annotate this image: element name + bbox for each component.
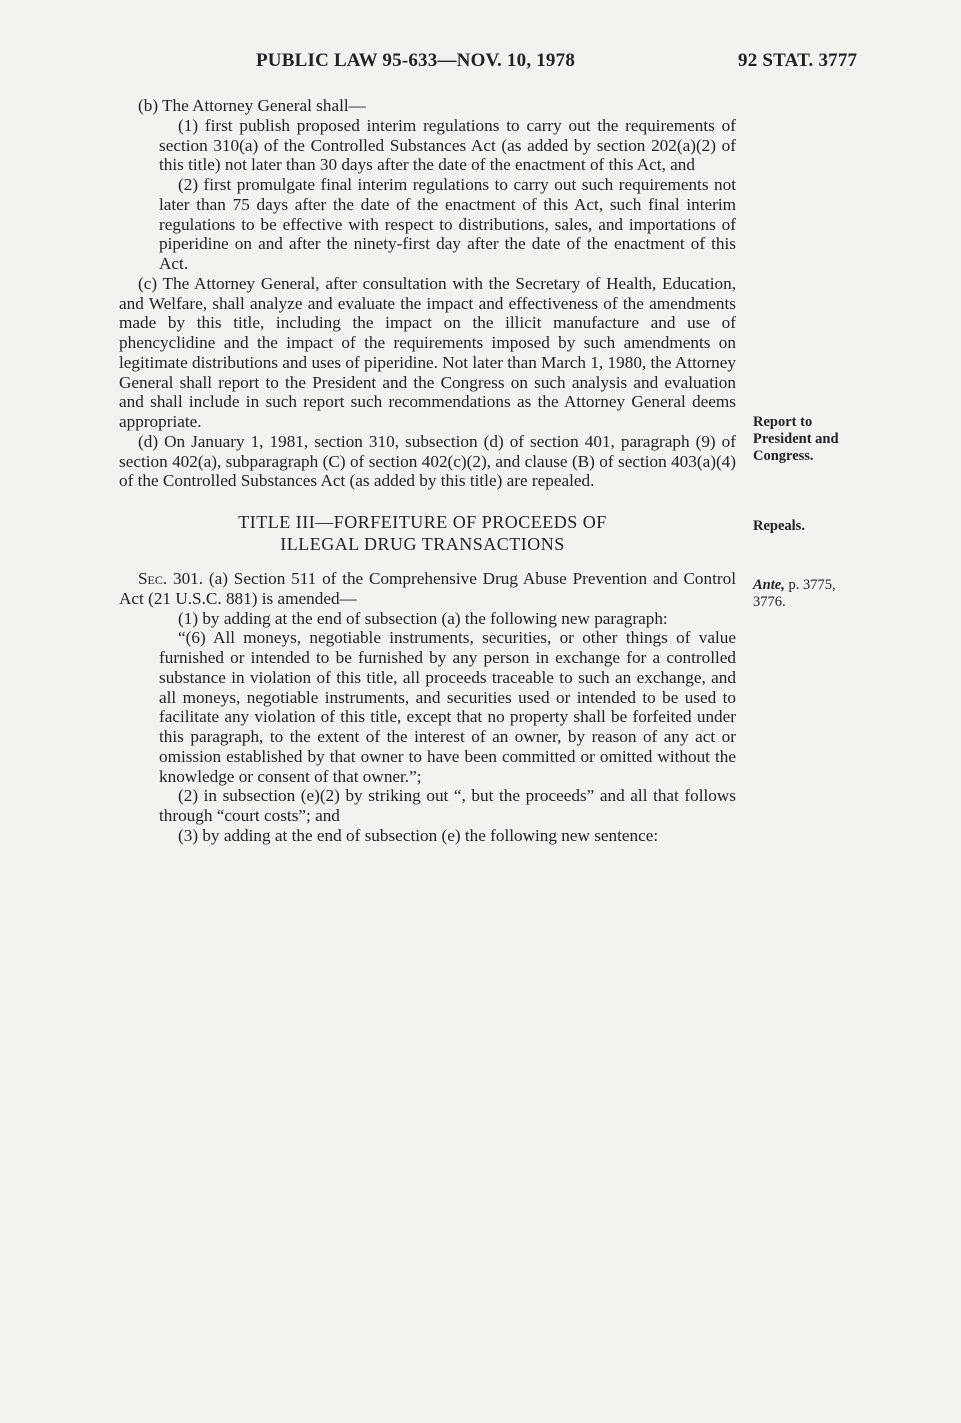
margin-note-report-line-1: Report to	[753, 414, 813, 430]
margin-note-report-line-3: Congress.	[753, 448, 814, 464]
margin-note-report	[753, 414, 839, 465]
law-title: PUBLIC LAW 95-633—NOV. 10, 1978	[256, 50, 576, 71]
section-label: Sec. 301.	[138, 569, 204, 588]
section-301-item-2: (2) in subsection (e)(2) by striking out “, but the proceeds” and all that follows through “court costs”; and	[159, 786, 736, 825]
margin-note-ante-ref: p. 3775,	[784, 577, 836, 593]
margin-note-ante	[753, 577, 836, 611]
section-301-intro	[119, 569, 736, 609]
running-head	[0, 50, 961, 76]
margin-note-ante-ref-2: 3776.	[753, 594, 786, 610]
title-heading-line-2: ILLEGAL DRUG TRANSACTIONS	[280, 534, 565, 554]
section-301-intro-text: (a) Section 511 of the Comprehensive Drug Abuse Prevention and Control Act (21 U.S.C. 881) is amended—	[119, 569, 736, 608]
body-text	[119, 96, 736, 846]
paragraph-b1: (1) first publish proposed interim regulations to carry out the requirements of section 310(a) of the Controlled Substances Act (as added by section 202(a)(2) of this title) not later than 30 days after the date of the enactment of this Act, and	[159, 115, 736, 175]
paragraph-d: (d) On January 1, 1981, section 310, subsection (d) of section 401, paragraph (9) of section 402(a), subparagraph (C) of section 402(c)(2), and clause (B) of section 403(a)(4) of the Controlled Substances Act (as added by this title) are repealed.	[119, 431, 736, 491]
section-301-quoted-paragraph: “(6) All moneys, negotiable instruments, securities, or other things of value furnished or intended to be furnished by any person in exchange for a controlled substance in violation of this title, all proceeds traceable to such an exchange, and all moneys, negotiable instruments, and securities used or intended to be used to facilitate any violation of this title, except that no property shall be forfeited under this paragraph, to the extent of the interest of an owner, by reason of any act or omission established by that owner to have been committed or omitted without the knowledge or consent of that owner.”;	[159, 628, 736, 786]
title-heading	[119, 511, 736, 555]
title-heading-line-1: TITLE III—FORFEITURE OF PROCEEDS OF	[238, 512, 607, 532]
margin-note-repeals	[753, 518, 805, 535]
paragraph-b-intro: (b) The Attorney General shall—	[138, 96, 366, 115]
margin-note-ante-label: Ante,	[753, 577, 785, 593]
section-301-item-3: (3) by adding at the end of subsection (e) the following new sentence:	[178, 825, 659, 845]
statute-page-number: 92 STAT. 3777	[738, 50, 858, 71]
section-301-item-1: (1) by adding at the end of subsection (a) the following new paragraph:	[178, 608, 668, 628]
paragraph-b2: (2) first promulgate final interim regulations to carry out such requirements not later than 75 days after the date of the enactment of this Act, such final interim regulations to be effective with respect to distributions, sales, and importations of piperidine on and after the ninety-first day after the date of the enactment of this Act.	[159, 175, 736, 273]
margin-note-report-line-2: President and	[753, 431, 839, 447]
paragraph-c: (c) The Attorney General, after consultation with the Secretary of Health, Education, and Welfare, shall analyze and evaluate the impact and effectiveness of the amendments made by this title, including the impact on the illicit manufacture and use of phencyclidine and the impact of the requirements imposed by such amendments on legitimate distributions and uses of piperidine. Not later than March 1, 1980, the Attorney General shall report to the President and the Congress on such analysis and evaluation and shall include in such report such recommendations as the Attorney General deems appropriate.	[119, 273, 736, 431]
margin-note-repeals-text: Repeals.	[753, 518, 805, 534]
